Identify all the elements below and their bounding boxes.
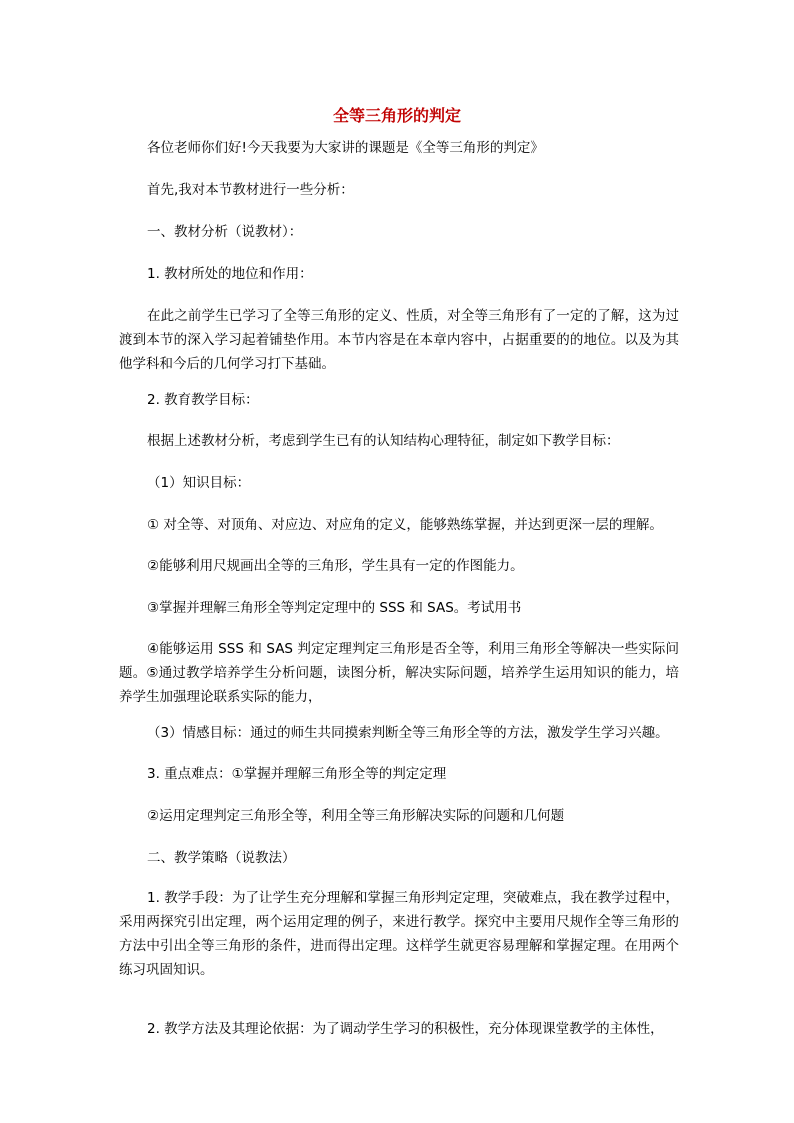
paragraph-teaching-means: 1. 教学手段：为了让学生充分理解和掌握三角形判定定理，突破难点，我在教学过程中，采用两探究引出定理，两个运用定理的例子，来进行教学。探究中主要用尺规作全等三角形的方法中引出全等三角形的条件，进而得出定理。这样学生就更容易理解和掌握定理。在用两个练习巩固知识。 — [119, 890, 679, 978]
heading-knowledge-goals: （1）知识目标： — [147, 475, 251, 491]
paragraph-emotion-goals: （3）情感目标：通过的师生共同摸索判断全等三角形全等的方法，激发学生学习兴趣。 — [147, 725, 669, 741]
paragraph-intro: 首先,我对本节教材进行一些分析： — [147, 182, 354, 198]
list-item-goal-4-5: ④能够运用 SSS 和 SAS 判定定理判定三角形是否全等，利用三角形全等解决一些实际问题。⑤通过教学培养学生分析问题，读图分析，解决实际问题，培养学生运用知识的能力，培养学生加强理论联系实际的能力， — [119, 641, 679, 705]
list-item-goal-3: ③掌握并理解三角形全等判定定理中的 SSS 和 SAS。考试用书 — [147, 600, 522, 616]
heading-teaching-strategy: 二、教学策略（说教法） — [147, 850, 296, 866]
heading-position-role: 1. 教材所处的地位和作用： — [147, 266, 313, 282]
heading-teaching-goals: 2. 教育教学目标： — [147, 392, 259, 408]
paragraph-position-role: 在此之前学生已学习了全等三角形的定义、性质，对全等三角形有了一定的了解，这为过渡到本节的深入学习起着铺垫作用。本节内容是在本章内容中，占据重要的的地位。以及为其他学科和今后的几何学习打下基础。 — [119, 308, 679, 372]
paragraph-teaching-methods: 2. 教学方法及其理论依据：为了调动学生学习的积极性，充分体现课堂教学的主体性， — [147, 1021, 664, 1037]
list-item-goal-2: ②能够利用尺规画出全等的三角形，学生具有一定的作图能力。 — [147, 558, 524, 574]
heading-key-points: 3. 重点难点：①掌握并理解三角形全等的判定定理 — [147, 766, 447, 782]
paragraph-greeting: 各位老师你们好!今天我要为大家讲的课题是《全等三角形的判定》 — [147, 140, 544, 156]
heading-material-analysis: 一、教材分析（说教材）： — [147, 224, 303, 240]
list-item-key-point-2: ②运用定理判定三角形全等，利用全等三角形解决实际的问题和几何题 — [147, 808, 565, 824]
paragraph-goals-intro: 根据上述教材分析，考虑到学生已有的认知结构心理特征，制定如下教学目标： — [147, 433, 620, 449]
list-item-goal-1: ① 对全等、对顶角、对应边、对应角的定义，能够熟练掌握，并达到更深一层的理解。 — [147, 517, 663, 533]
document-title: 全等三角形的判定 — [332, 106, 461, 125]
